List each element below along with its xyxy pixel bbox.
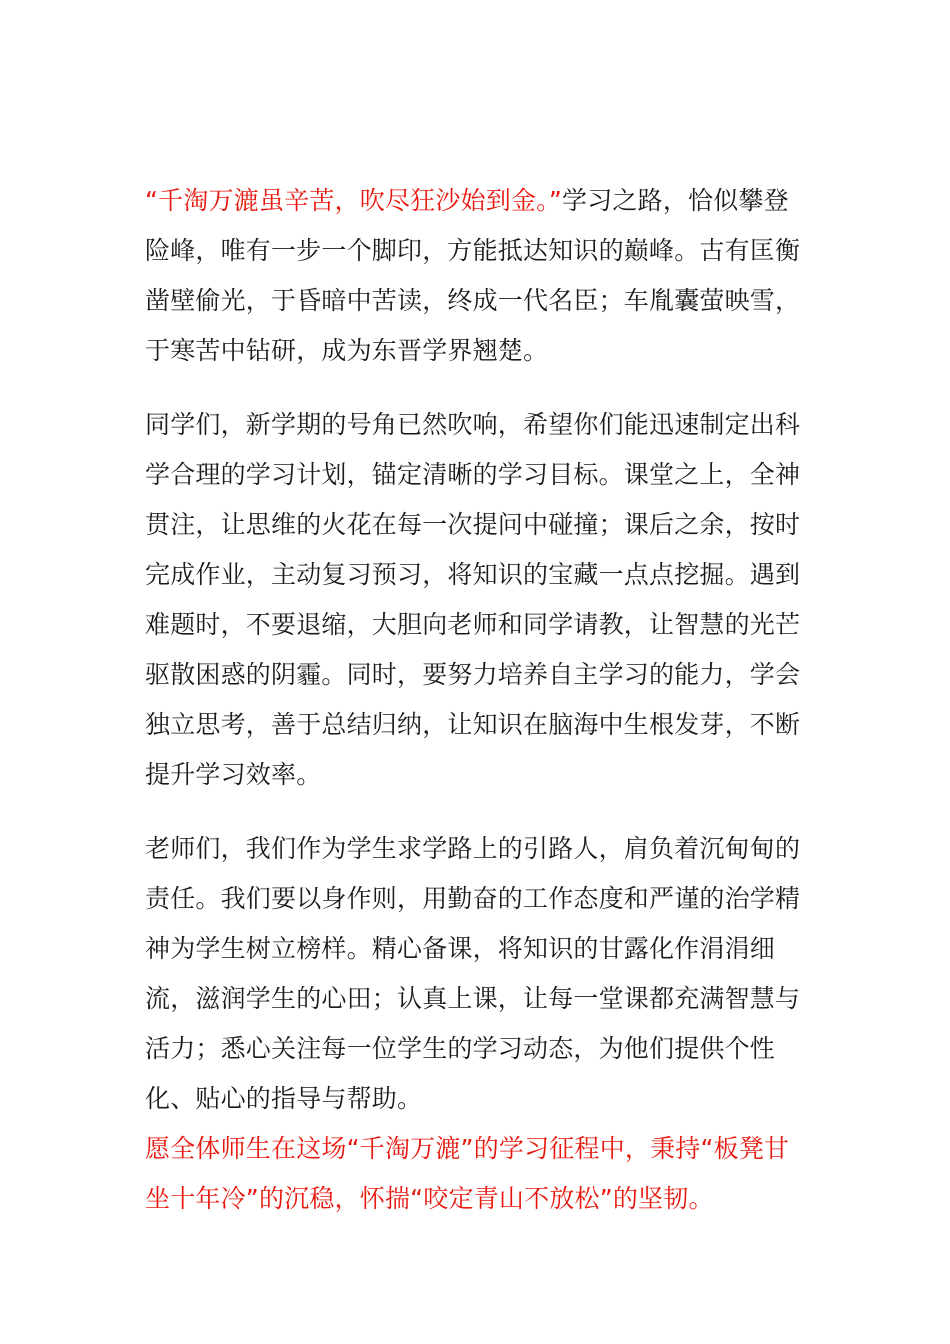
poem-quote: “千淘万漉虽辛苦，吹尽狂沙始到金。” [145,186,563,215]
intro-text: 学习之路，恰似攀登险峰，唯有一步一个脚印，方能抵达知识的巅峰。古有匡衡凿壁偷光，于昏暗中苦读，终成一代名臣；车胤囊萤映雪，于寒苦中钻研，成为东晋学界翘楚。 [145,186,801,365]
paragraph-closing-wish: 愿全体师生在这场“千淘万漉”的学习征程中，秉持“板凳甘坐十年冷”的沉稳，怀揣“咬定青山不放松”的坚韧。 [145,1134,790,1213]
document-body [145,176,805,1248]
paragraph-students: 同学们，新学期的号角已然吹响，希望你们能迅速制定出科学合理的学习计划，锚定清晰的学习目标。课堂之上，全神贯注，让思维的火花在每一次提问中碰撞；课后之余，按时完成作业，主动复习预习，将知识的宝藏一点点挖掘。遇到难题时，不要退缩，大胆向老师和同学请教，让智慧的光芒驱散困惑的阴霾。同时，要努力培养自主学习的能力，学会独立思考，善于总结归纳，让知识在脑海中生根发芽，不断提升学习效率。 [145,410,801,789]
paragraph-teachers: 老师们，我们作为学生求学路上的引路人，肩负着沉甸甸的责任。我们要以身作则，用勤奋的工作态度和严谨的治学精神为学生树立榜样。精心备课，将知识的甘露化作涓涓细流，滋润学生的心田；认真上课，让每一堂课都充满智慧与活力；悉心关注每一位学生的学习动态，为他们提供个性化、贴心的指导与帮助。 [145,834,801,1113]
paragraph-intro [145,176,805,376]
